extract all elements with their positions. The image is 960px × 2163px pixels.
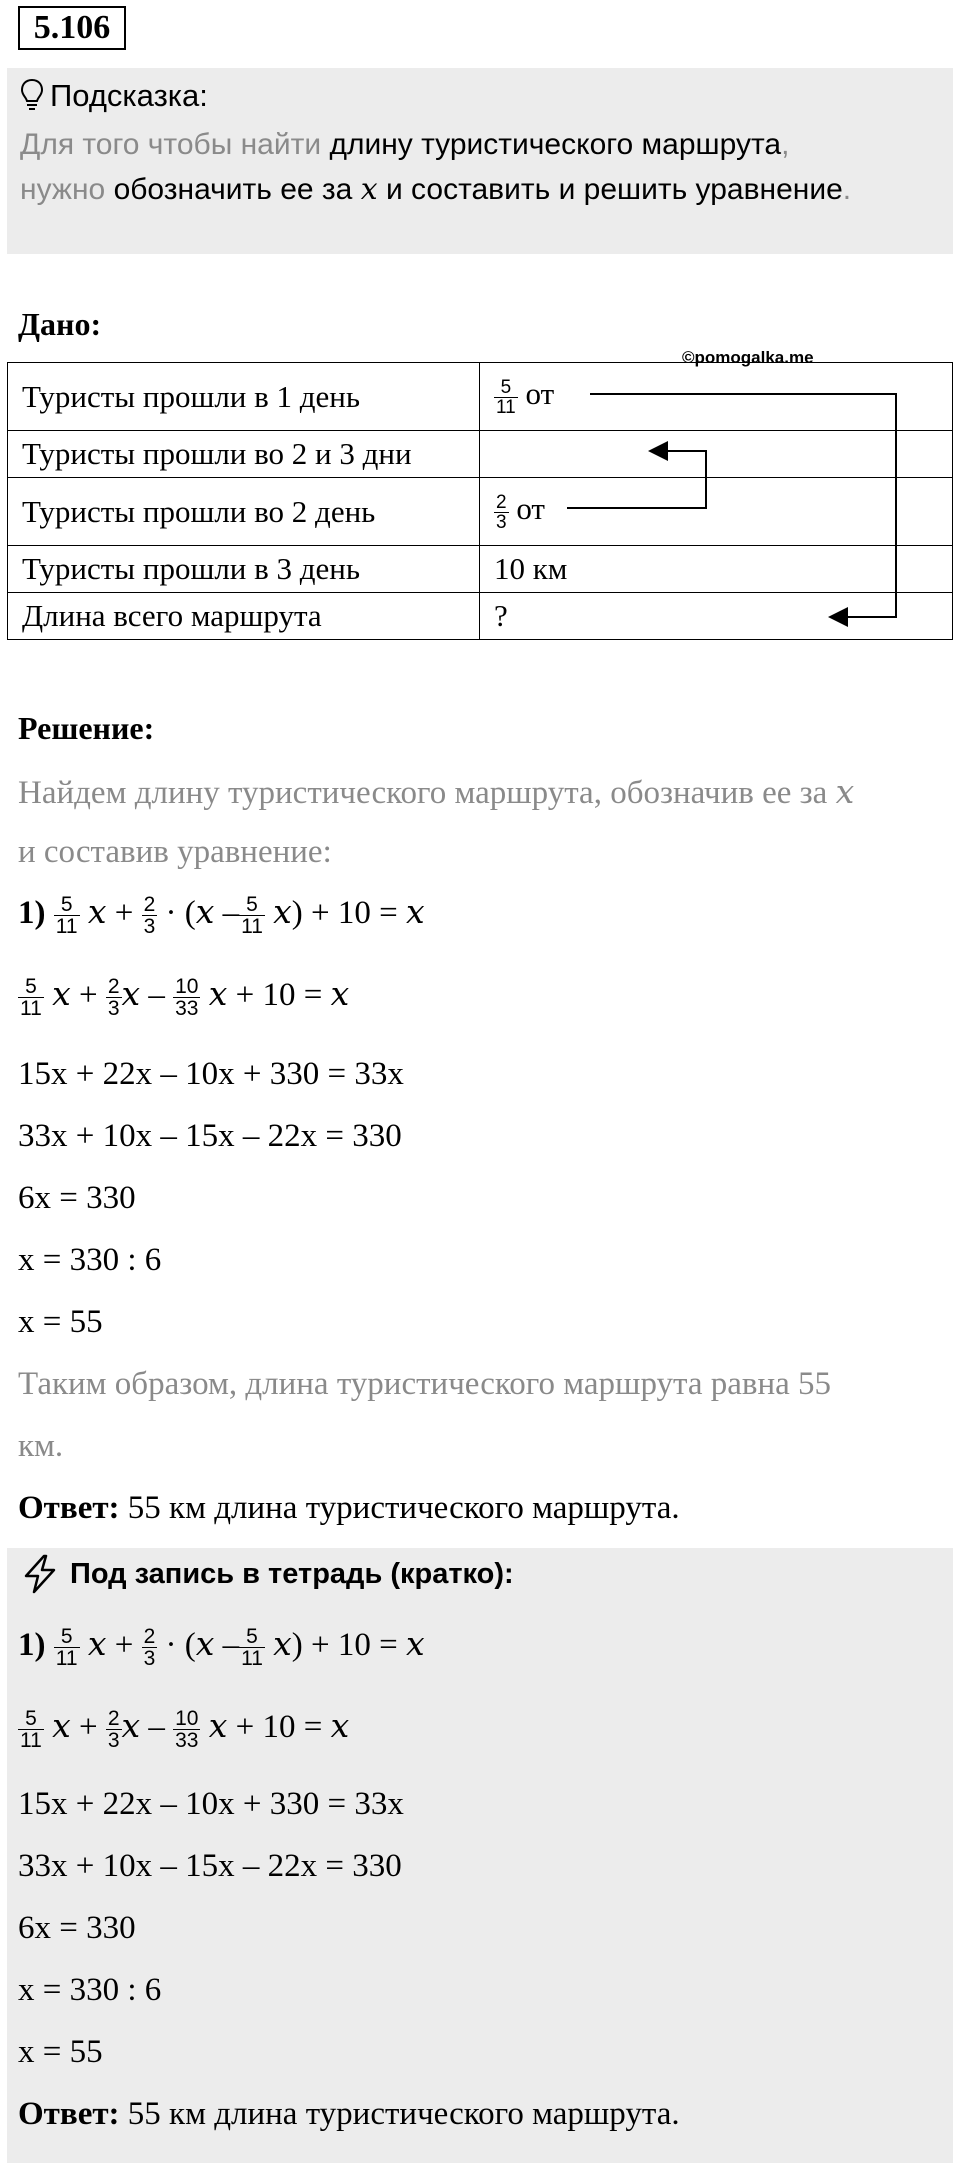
task-number: 5.106 <box>18 6 126 50</box>
lightning-icon <box>20 1554 60 1594</box>
given-label: Туристы прошли в 1 день <box>8 363 480 431</box>
conclusion-2: км. <box>18 1428 64 1464</box>
given-title: Дано: <box>18 306 102 342</box>
given-label: Туристы прошли во 2 день <box>8 478 480 546</box>
fraction: $\frac{2}{3}$ <box>496 491 507 533</box>
short-answer: Ответ: 55 км длина туристического маршрута. <box>18 2096 680 2132</box>
solution-intro-1: Найдем длину туристического маршрута, обозначив ее за x <box>18 772 855 811</box>
answer: Ответ: 55 км длина туристического маршрута. <box>18 1490 680 1526</box>
short-equation-7: x = 55 <box>18 2034 103 2070</box>
given-value: 10 км <box>480 546 953 593</box>
short-equation-4: 33x + 10x – 15x – 22x = 330 <box>18 1848 402 1884</box>
equation-4: 33x + 10x – 15x – 22x = 330 <box>18 1118 402 1154</box>
hint-line-2: нужно обозначить ее за x и составить и решить уравнение. <box>20 172 852 207</box>
equation-2: $\frac{5}{11}$ x + $\frac{2}{3}$ x – $\frac{10}{33}$ x + 10 = x <box>20 974 350 1020</box>
short-equation-1: 1) $\frac{5}{11}$ x + $\frac{2}{3}$ · (x – $\frac{5}{11}$ x) + 10 = x <box>18 1624 425 1670</box>
solution-title: Решение: <box>18 710 155 746</box>
equation-5: 6x = 330 <box>18 1180 136 1216</box>
arrow-day2-to-days23 <box>567 451 706 508</box>
short-equation-6: x = 330 : 6 <box>18 1972 162 2008</box>
short-equation-2: $\frac{5}{11}$ x + $\frac{2}{3}$ x – $\frac{10}{33}$ x + 10 = x <box>20 1706 350 1752</box>
equation-6: x = 330 : 6 <box>18 1242 162 1278</box>
solution-intro-2: и составив уравнение: <box>18 834 332 870</box>
conclusion-1: Таким образом, длина туристического маршрута равна 55 <box>18 1366 832 1402</box>
given-value: $\frac{5}{11}$ от <box>480 363 953 431</box>
watermark: ©pomogalka.me <box>682 348 814 367</box>
given-label: Туристы прошли во 2 и 3 дни <box>8 431 480 478</box>
given-value: ? <box>480 593 953 640</box>
given-label: Длина всего маршрута <box>8 593 480 640</box>
fraction: $\frac{5}{11}$ <box>496 376 516 418</box>
equation-3: 15x + 22x – 10x + 330 = 33x <box>18 1056 404 1092</box>
given-label: Туристы прошли в 3 день <box>8 546 480 593</box>
equation-1: 1) $\frac{5}{11}$ x + $\frac{2}{3}$ · (x – $\frac{5}{11}$ x) + 10 = x <box>18 892 425 938</box>
short-equation-5: 6x = 330 <box>18 1910 136 1946</box>
short-equation-3: 15x + 22x – 10x + 330 = 33x <box>18 1786 404 1822</box>
hint-title: Подсказка: <box>50 78 208 113</box>
equation-7: x = 55 <box>18 1304 103 1340</box>
hint-line-1: Для того чтобы найти длину туристического маршрута, <box>20 128 790 161</box>
given-value: $\frac{2}{3}$ от <box>480 478 953 546</box>
arrow-day1-to-total <box>590 394 896 617</box>
relation-arrows <box>0 0 960 700</box>
short-notes-title: Под запись в тетрадь (кратко): <box>70 1558 514 1590</box>
